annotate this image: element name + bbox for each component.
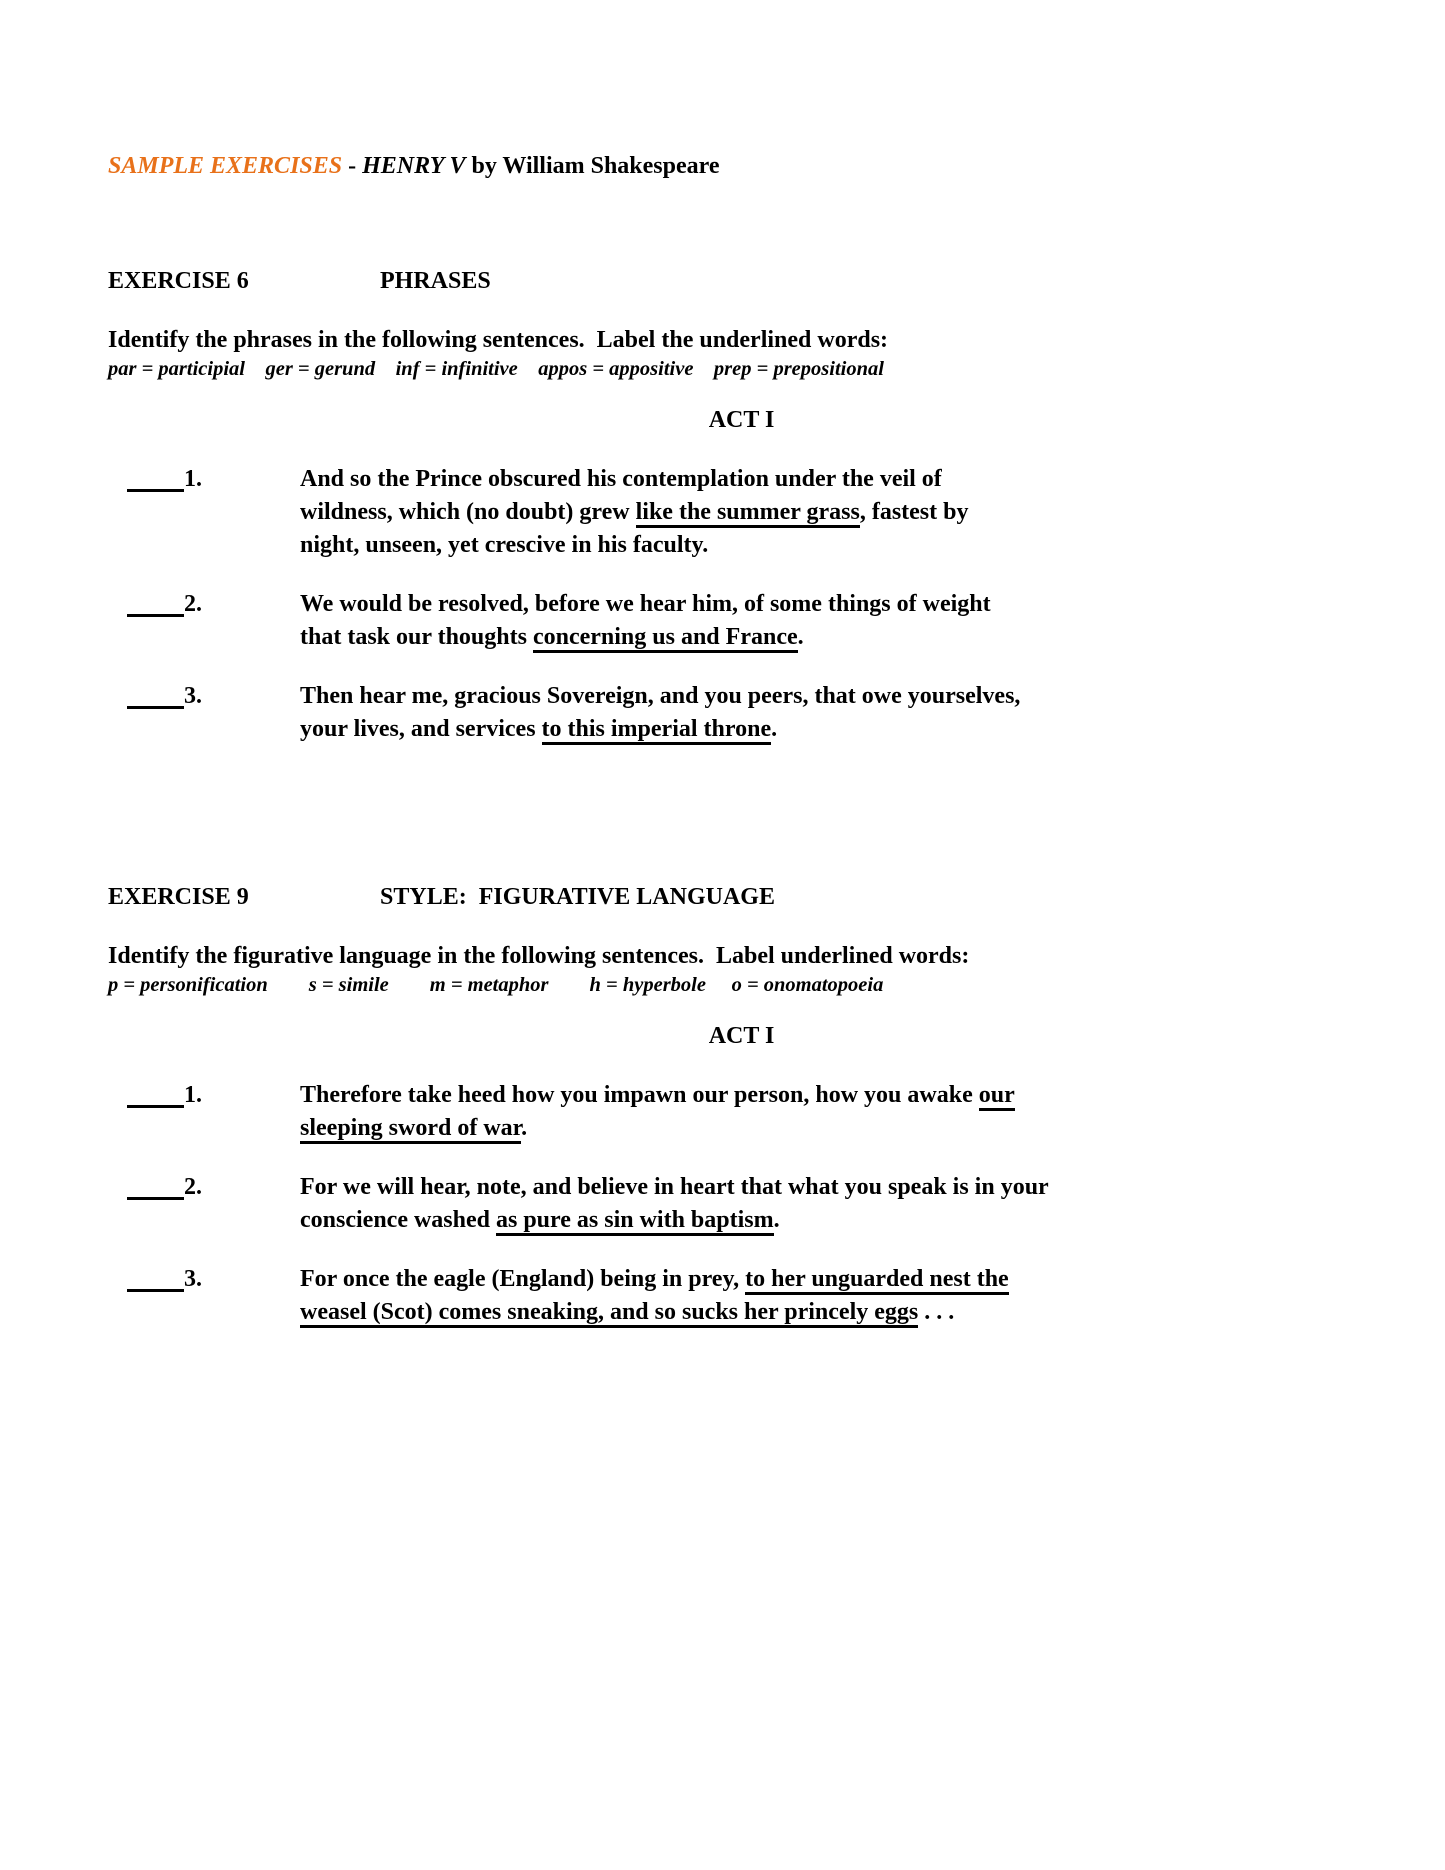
sentence-line: [300, 529, 1375, 562]
text-segment: For we will hear, note, and believe in heart that what you speak is in your: [300, 1174, 1049, 1200]
item-marker: [127, 588, 202, 621]
item-marker: [127, 463, 202, 496]
item-number: 2.: [184, 1174, 202, 1200]
underlined-phrase: concerning us and France: [533, 624, 798, 653]
sentence-line: [300, 1112, 1375, 1145]
exercise-section-9: [108, 881, 1375, 1329]
text-segment: We would be resolved, before we hear him, of some things of weight: [300, 591, 991, 617]
exercise-instructions: Identify the phrases in the following sentences. Label the underlined words:: [108, 327, 889, 353]
items-list: [108, 463, 1375, 746]
title-separator: -: [342, 153, 363, 179]
exercise-item: [108, 463, 1375, 562]
sentence-line: [300, 496, 1375, 529]
answer-blank: [127, 1171, 184, 1200]
sentence-text: [300, 588, 1375, 654]
document-title: [108, 150, 1375, 183]
exercise-heading: [108, 265, 1375, 298]
answer-blank: [127, 463, 184, 492]
underlined-phrase: as pure as sin with baptism: [496, 1207, 774, 1236]
abbreviation-key: p = personification s = simile m = metaphor h = hyperbole o = onomatopoeia: [108, 974, 884, 996]
exercise-section-6: [108, 265, 1375, 746]
text-segment: .: [521, 1115, 528, 1141]
sentence-line: [300, 1171, 1375, 1204]
text-segment: your lives, and services: [300, 716, 542, 742]
text-segment: Therefore take heed how you impawn our person, how you awake: [300, 1082, 979, 1108]
item-number: 3.: [184, 683, 202, 709]
item-marker: [127, 1079, 202, 1112]
exercise-label: EXERCISE 9: [108, 884, 249, 910]
item-marker: [127, 1171, 202, 1204]
sentence-text: [300, 680, 1375, 746]
sentence-line: [300, 1263, 1375, 1296]
text-segment: And so the Prince obscured his contemplation under the veil of: [300, 466, 942, 492]
sentence-line: [300, 1079, 1375, 1112]
sentence-text: [300, 463, 1375, 562]
answer-blank: [127, 1263, 184, 1292]
exercise-label: EXERCISE 6: [108, 268, 249, 294]
sentence-line: [300, 680, 1375, 713]
sentence-line: [300, 463, 1375, 496]
answer-blank: [127, 1079, 184, 1108]
underlined-phrase: to this imperial throne: [542, 716, 772, 745]
sentence-line: [300, 1204, 1375, 1237]
text-segment: For once the eagle (England) being in prey,: [300, 1266, 746, 1292]
item-number: 1.: [184, 1082, 202, 1108]
exercise-item: [108, 1263, 1375, 1329]
underlined-phrase: to her unguarded nest the: [745, 1266, 1009, 1295]
act-heading: ACT I: [708, 1023, 775, 1049]
answer-blank: [127, 680, 184, 709]
text-segment: .: [773, 1207, 780, 1233]
text-segment: .: [797, 624, 804, 650]
title-author: by William Shakespeare: [465, 153, 720, 179]
sentence-text: [300, 1263, 1375, 1329]
title-book-name: HENRY V: [362, 153, 466, 179]
text-segment: .: [771, 716, 778, 742]
sentence-text: [300, 1171, 1375, 1237]
exercise-heading: [108, 881, 1375, 914]
act-heading: ACT I: [708, 407, 775, 433]
sentence-line: [300, 621, 1375, 654]
text-segment: Then hear me, gracious Sovereign, and you peers, that owe yourselves,: [300, 683, 1021, 709]
sentence-text: [300, 1079, 1375, 1145]
item-number: 2.: [184, 591, 202, 617]
underlined-phrase: our: [979, 1082, 1015, 1111]
sentence-line: [300, 713, 1375, 746]
sentence-line: [300, 1296, 1375, 1329]
answer-blank: [127, 588, 184, 617]
exercise-subtitle: PHRASES: [380, 268, 491, 294]
exercise-instructions: Identify the figurative language in the following sentences. Label underlined words:: [108, 943, 970, 969]
exercise-item: [108, 588, 1375, 654]
sentence-line: [300, 588, 1375, 621]
exercise-item: [108, 680, 1375, 746]
exercise-subtitle: STYLE: FIGURATIVE LANGUAGE: [380, 884, 775, 910]
items-list: [108, 1079, 1375, 1329]
text-segment: that task our thoughts: [300, 624, 533, 650]
text-segment: wildness, which (no doubt) grew: [300, 499, 636, 525]
text-segment: night, unseen, yet crescive in his faculty.: [300, 532, 709, 558]
item-number: 1.: [184, 466, 202, 492]
text-segment: . . .: [918, 1299, 955, 1325]
exercise-item: [108, 1171, 1375, 1237]
title-sample-exercises: SAMPLE EXERCISES: [108, 153, 343, 179]
item-number: 3.: [184, 1266, 202, 1292]
underlined-phrase: sleeping sword of war: [300, 1115, 521, 1144]
item-marker: [127, 680, 202, 713]
item-marker: [127, 1263, 202, 1296]
abbreviation-key: par = participial ger = gerund inf = infinitive appos = appositive prep = prepositional: [108, 358, 884, 380]
exercise-item: [108, 1079, 1375, 1145]
underlined-phrase: like the summer grass: [636, 499, 860, 528]
text-segment: , fastest by: [859, 499, 969, 525]
underlined-phrase: weasel (Scot) comes sneaking, and so sucks her princely eggs: [300, 1299, 918, 1328]
text-segment: conscience washed: [300, 1207, 496, 1233]
